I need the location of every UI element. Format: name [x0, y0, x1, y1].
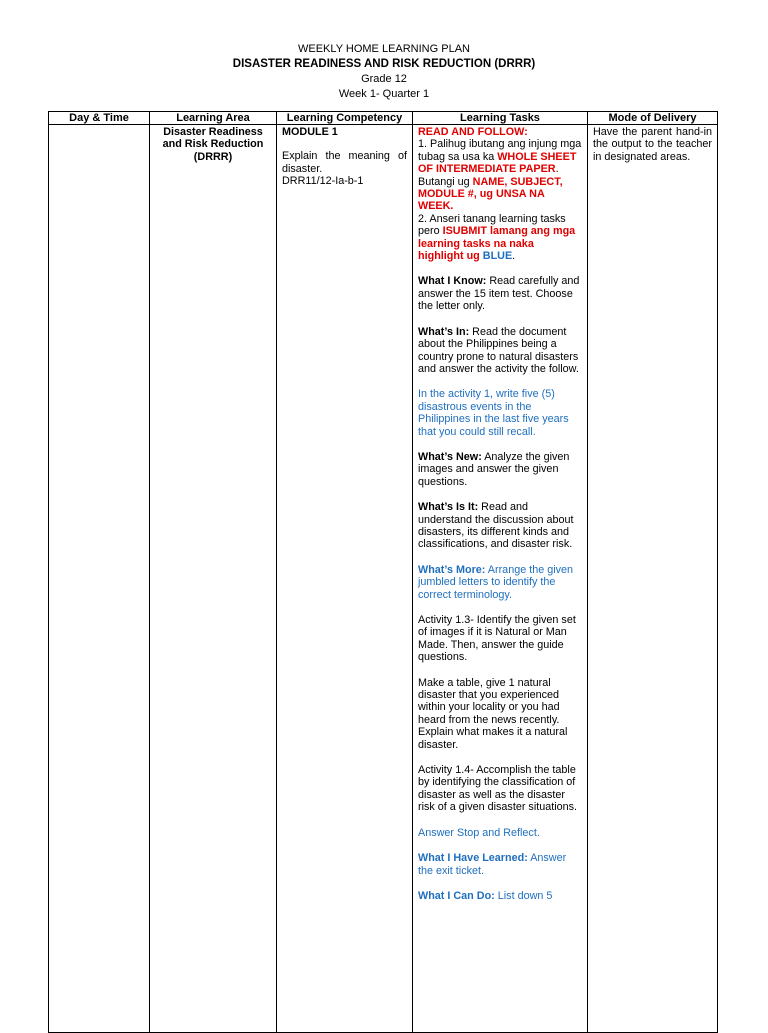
- what-i-know: [418, 275, 582, 312]
- activity-1-3-text: Activity 1.3- Identify the given set of images if it is Natural or Man Made. Then, answer the guide questions.: [418, 614, 576, 664]
- task1-text-b: WHOLE SHEET OF INTERMEDIATE PAPER: [418, 150, 577, 176]
- column-header-learning-area: Learning Area: [150, 112, 277, 125]
- column-header-learning-tasks: Learning Tasks: [413, 112, 588, 125]
- what-i-can-do-text: List down 5: [494, 889, 553, 902]
- what-i-can-do-label: What I Can Do:: [418, 889, 495, 902]
- whats-in-text: Read the document about the Philippines being a country prone to natural disasters and answer the activity the follow.: [418, 325, 579, 375]
- task1-text-a: 1. Palihug ibutang ang injung mga tubag sa usa ka: [418, 138, 582, 163]
- learning-tasks-cell: [413, 125, 588, 1033]
- whats-is-it-label: What’s Is It:: [418, 501, 479, 514]
- competency-code: DRR11/12-Ia-b-1: [282, 175, 364, 188]
- plan-title: WEEKLY HOME LEARNING PLAN: [298, 43, 470, 55]
- task-item-2: [418, 213, 582, 263]
- week-label: Week 1- Quarter 1: [338, 88, 430, 100]
- learning-area-cell: Disaster Readiness and Risk Reduction (DRRR): [150, 125, 277, 1033]
- what-i-know-text: Read carefully and answer the 15 item test. Choose the letter only.: [418, 275, 580, 313]
- what-i-have-learned-text: Answer the exit ticket.: [418, 852, 567, 877]
- what-i-have-learned-label: What I Have Learned:: [418, 852, 528, 865]
- grade-label: Grade 12: [361, 73, 407, 85]
- tasks-heading: READ AND FOLLOW:: [418, 126, 528, 138]
- task2-text-a: 2. Anseri tanang learning tasks pero: [418, 212, 566, 238]
- task2-text-d: .: [512, 250, 516, 263]
- table-header-row: [49, 112, 718, 125]
- stop-reflect-text: Answer Stop and Reflect.: [418, 826, 540, 839]
- mode-of-delivery-cell: Have the parent hand-in the output to the teacher in designated areas.: [588, 125, 718, 1033]
- task-item-1: [418, 138, 582, 212]
- competency-cell: [277, 125, 413, 1033]
- whats-is-it: [418, 501, 582, 551]
- whats-new-label: What’s New:: [418, 450, 482, 463]
- what-i-know-label: What I Know:: [418, 275, 487, 288]
- learning-plan-table: [48, 111, 718, 1033]
- task2-text-b: ISUBMIT lamang ang mga learning tasks na naka highlight ug: [418, 225, 576, 263]
- what-i-have-learned: [418, 852, 582, 877]
- whats-in: [418, 326, 582, 376]
- column-header-day-time: Day & Time: [49, 112, 150, 125]
- competency-text: Explain the meaning of disaster.: [282, 150, 407, 175]
- table-row: [49, 125, 718, 1033]
- column-header-competency: Learning Competency: [277, 112, 413, 125]
- whats-new: [418, 451, 582, 488]
- whats-more: [418, 564, 582, 601]
- task2-text-c: BLUE: [482, 250, 513, 263]
- task1-text-d: NAME, SUBJECT, MODULE #, ug UNSA NA WEEK.: [418, 175, 563, 213]
- day-time-cell: [49, 125, 150, 1033]
- whats-more-text: Arrange the given jumbled letters to identify the correct terminology.: [418, 563, 574, 601]
- whats-new-text: Analyze the given images and answer the given questions.: [418, 450, 570, 488]
- plan-header: [0, 0, 768, 102]
- whats-more-label: What’s More:: [418, 563, 486, 576]
- what-i-can-do: [418, 890, 582, 902]
- whats-in-label: What’s In:: [418, 325, 470, 338]
- column-header-mode-of-delivery: Mode of Delivery: [588, 112, 718, 125]
- task1-text-c: . Butangi ug: [418, 163, 559, 188]
- module-label: MODULE 1: [282, 126, 338, 138]
- subject-title: DISASTER READINESS AND RISK REDUCTION (DRRR): [232, 58, 536, 70]
- activity-1-text: In the activity 1, write five (5) disastrous events in the Philippines in the last five years that you could still recall.: [418, 388, 569, 438]
- make-table-text: Make a table, give 1 natural disaster that you experienced within your locality or you had heard from the news recently. Explain what makes it a natural disaster.: [418, 676, 568, 751]
- whats-is-it-text: Read and understand the discussion about disasters, its different kinds and classifications, and disaster risk.: [418, 501, 574, 551]
- activity-1-4-text: Activity 1.4- Accomplish the table by identifying the classification of disaster as well as the disaster risk of a given disaster situations.: [418, 764, 578, 814]
